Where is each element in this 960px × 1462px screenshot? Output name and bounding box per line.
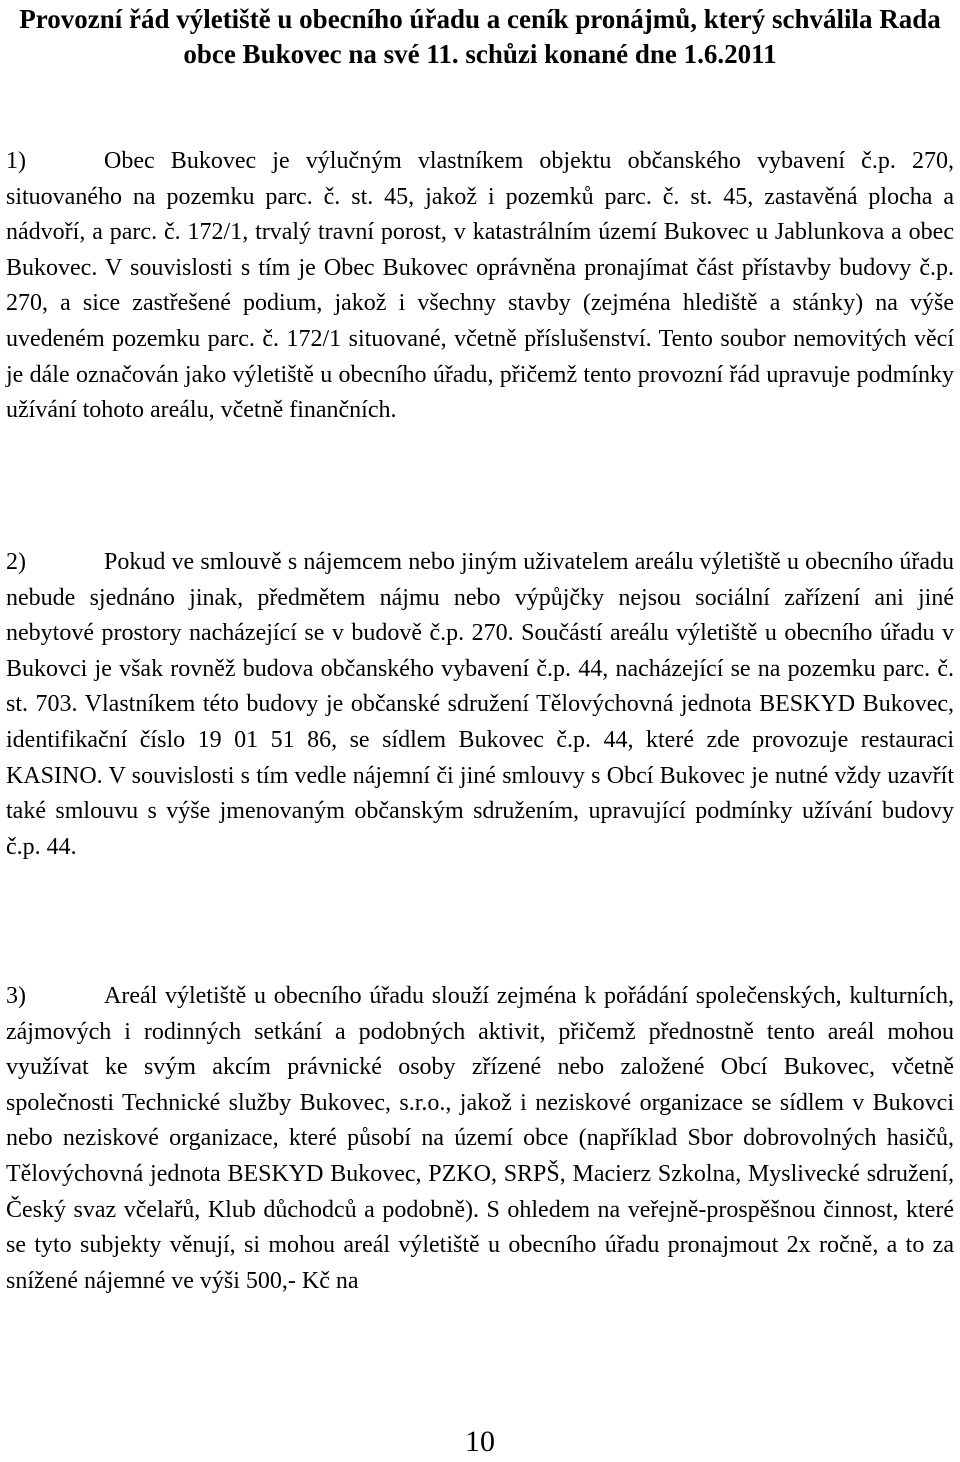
document-page [6, 0, 954, 1294]
paragraph-2 [6, 545, 954, 865]
paragraph-1 [6, 144, 954, 429]
paragraph-3-text: Areál výletiště u obecního úřadu slouží zejména k pořádání společenských, kulturních, zájmových i rodinných setkání a podobných aktivit, přičemž přednostně tento areál mohou využívat ke svým akcím právnické osoby zřízené nebo založené Obcí Bukovec, včetně společnosti Technické služby Bukovec, s.r.o., jakož i neziskové organizace se sídlem v Bukovci nebo neziskové organizace, které působí na území obce (například Sbor dobrovolných hasičů, Tělovýchovná jednota BESKYD Bukovec, PZKO, SRPŠ, Macierz Szkolna, Myslivecké sdružení, Český svaz včelařů, Klub důchodců a podobně). S ohledem na veřejně-prospěšnou činnost, které se tyto subjekty věnují, si mohou areál výletiště u obecního úřadu pronajmout 2x ročně, a to za snížené nájemné ve výši 500,- Kč na [6, 983, 954, 1294]
paragraph-3-number: 3) [6, 983, 26, 1009]
page-number: 10 [465, 1425, 495, 1458]
document-title: Provozní řád výletiště u obecního úřadu a ceník pronájmů, který schválila Rada obce Bukovec na své 11. schůzi konané dne 1.6.2011 [19, 4, 941, 69]
paragraph-3 [6, 979, 954, 1299]
paragraph-1-number: 1) [6, 148, 26, 174]
paragraph-2-text: Pokud ve smlouvě s nájemcem nebo jiným uživatelem areálu výletiště u obecního úřadu nebude sjednáno jinak, předmětem nájmu nebo výpůjčky nejsou sociální zařízení ani jiné nebytové prostory nacházející se v budově č.p. 270. Součástí areálu výletiště u obecního úřadu v Bukovci je však rovněž budova občanského vybavení č.p. 44, nacházející se na pozemku parc. č. st. 703. Vlastníkem této budovy je občanské sdružení Tělovýchovná jednota BESKYD Bukovec, identifikační číslo 19 01 51 86, se sídlem Bukovec č.p. 44, které zde provozuje restauraci KASINO. V souvislosti s tím vedle nájemní či jiné smlouvy s Obcí Bukovec je nutné vždy uzavřít také smlouvu s výše jmenovaným občanským sdružením, upravující podmínky užívání budovy č.p. 44. [6, 549, 954, 860]
paragraph-1-text: Obec Bukovec je výlučným vlastníkem objektu občanského vybavení č.p. 270, situovaného na pozemku parc. č. st. 45, jakož i pozemků parc. č. st. 45, zastavěná plocha a nádvoří, a parc. č. 172/1, trvalý travní porost, v katastrálním území Bukovec u Jablunkova a obec Bukovec. V souvislosti s tím je Obec Bukovec oprávněna pronajímat část přístavby budovy č.p. 270, a sice zastřešené podium, jakož i všechny stavby (zejména hlediště a stánky) na výše uvedeném pozemku parc. č. 172/1 situované, včetně příslušenství. Tento soubor nemovitých věcí je dále označován jako výletiště u obecního úřadu, přičemž tento provozní řád upravuje podmínky užívání tohoto areálu, včetně finančních. [6, 148, 954, 424]
paragraph-2-number: 2) [6, 549, 26, 575]
